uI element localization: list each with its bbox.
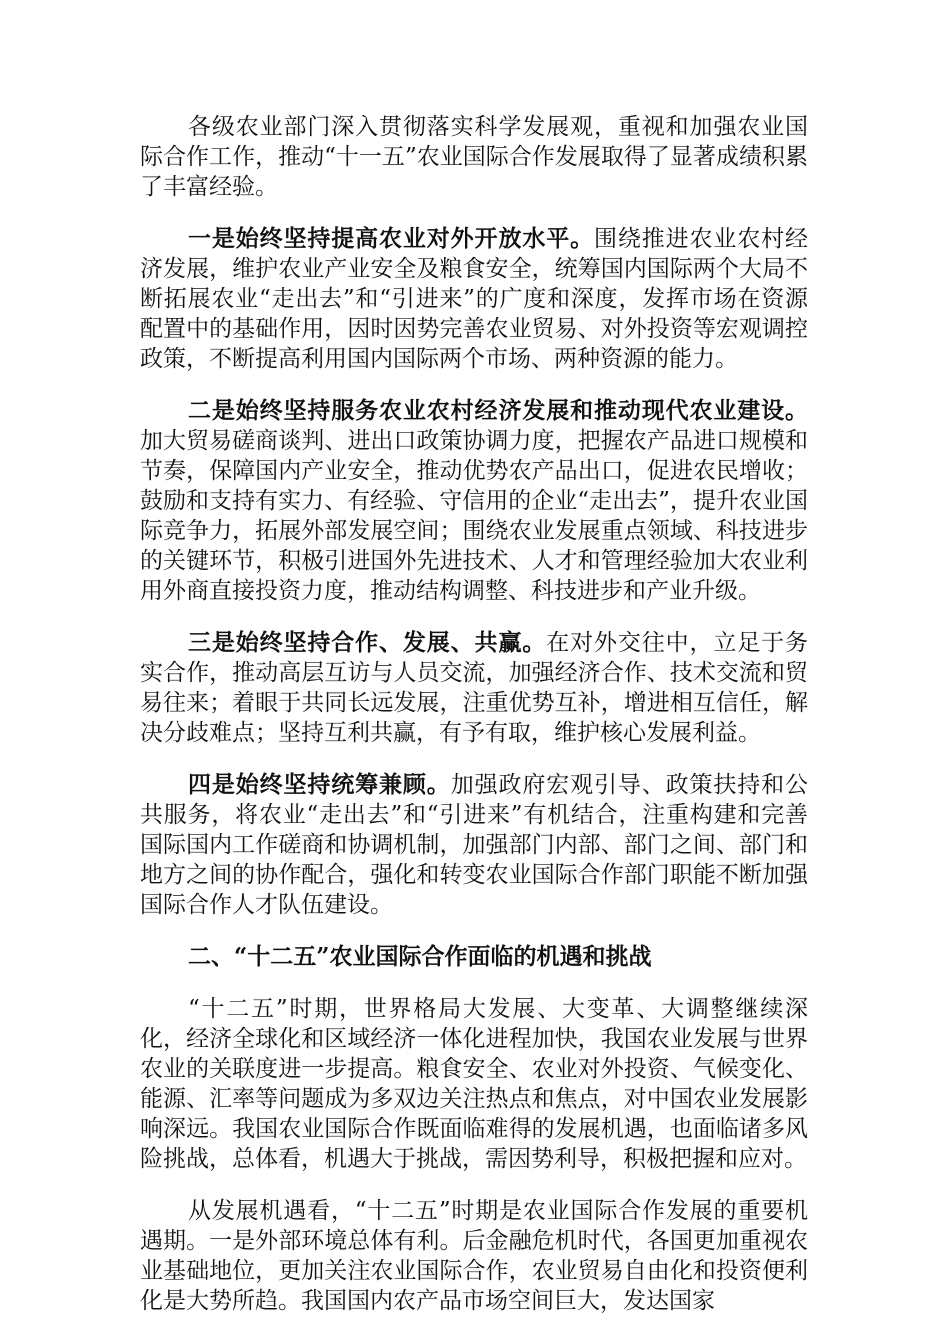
paragraph-4	[140, 770, 808, 920]
paragraph-2-body: 加大贸易磋商谈判、进出口政策协调力度，把握农产品进口规模和节奏，保障国内产业安全，推动优势农产品出口，促进农民增收；鼓励和支持有实力、有经验、守信用的企业“走出去”，提升农业国际竞争力，拓展外部发展空间；围绕农业发展重点领域、科技进步的关键环节，积极引进国外先进技术、人才和管理经验加大农业利用外商直接投资力度，推动结构调整、科技进步和产业升级。	[140, 428, 808, 604]
paragraph-1	[140, 224, 808, 374]
paragraph-6: 从发展机遇看，“十二五”时期是农业国际合作发展的重要机遇期。一是外部环境总体有利。后金融危机时代，各国更加重视农业基础地位，更加关注农业国际合作，农业贸易自由化和投资便利化是大势所趋。我国国内农产品市场空间巨大，发达国家	[140, 1198, 808, 1314]
paragraph-3	[140, 628, 808, 748]
paragraph-3-lead: 三是始终坚持合作、发展、共赢。	[188, 629, 547, 656]
paragraph-2	[140, 396, 808, 606]
document-page	[140, 112, 808, 1338]
paragraph-1-body: 围绕推进农业农村经济发展，维护农业产业安全及粮食安全，统筹国内国际两个大局不断拓展农业“走出去”和“引进来”的广度和深度，发挥市场在资源配置中的基础作用，因时因势完善农业贸易、对外投资等宏观调控政策，不断提高利用国内国际两个市场、两种资源的能力。	[140, 226, 809, 372]
paragraph-2-lead: 二是始终坚持服务农业农村经济发展和推动现代农业建设。	[188, 397, 808, 424]
section-heading: 二、“十二五”农业国际合作面临的机遇和挑战	[188, 943, 652, 970]
paragraph-4-body: 加强政府宏观引导、政策扶持和公共服务，将农业“走出去”和“引进来”有机结合，注重构建和完善国际国内工作磋商和协调机制，加强部门内部、部门之间、部门和地方之间的协作配合，强化和转变农业国际合作部门职能不断加强国际合作人才队伍建设。	[140, 772, 809, 918]
intro-paragraph: 各级农业部门深入贯彻落实科学发展观，重视和加强农业国际合作工作，推动“十一五”农业国际合作发展取得了显著成绩积累了丰富经验。	[140, 114, 808, 200]
paragraph-5: “十二五”时期，世界格局大发展、大变革、大调整继续深化，经济全球化和区域经济一体化进程加快，我国农业发展与世界农业的关联度进一步提高。粮食安全、农业对外投资、气候变化、能源、汇率等问题成为多双边关注热点和焦点，对中国农业发展影响深远。我国农业国际合作既面临难得的发展机遇，也面临诸多风险挑战，总体看，机遇大于挑战，需因势利导，积极把握和应对。	[140, 996, 808, 1172]
paragraph-1-lead: 一是始终坚持提高农业对外开放水平。	[188, 225, 594, 252]
paragraph-3-body: 在对外交往中，立足于务实合作，推动高层互访与人员交流，加强经济合作、技术交流和贸易往来；着眼于共同长远发展，注重优势互补，增进相互信任，解决分歧难点；坚持互利共赢，有予有取，维护核心发展利益。	[140, 630, 809, 746]
paragraph-4-lead: 四是始终坚持统筹兼顾。	[188, 771, 451, 798]
